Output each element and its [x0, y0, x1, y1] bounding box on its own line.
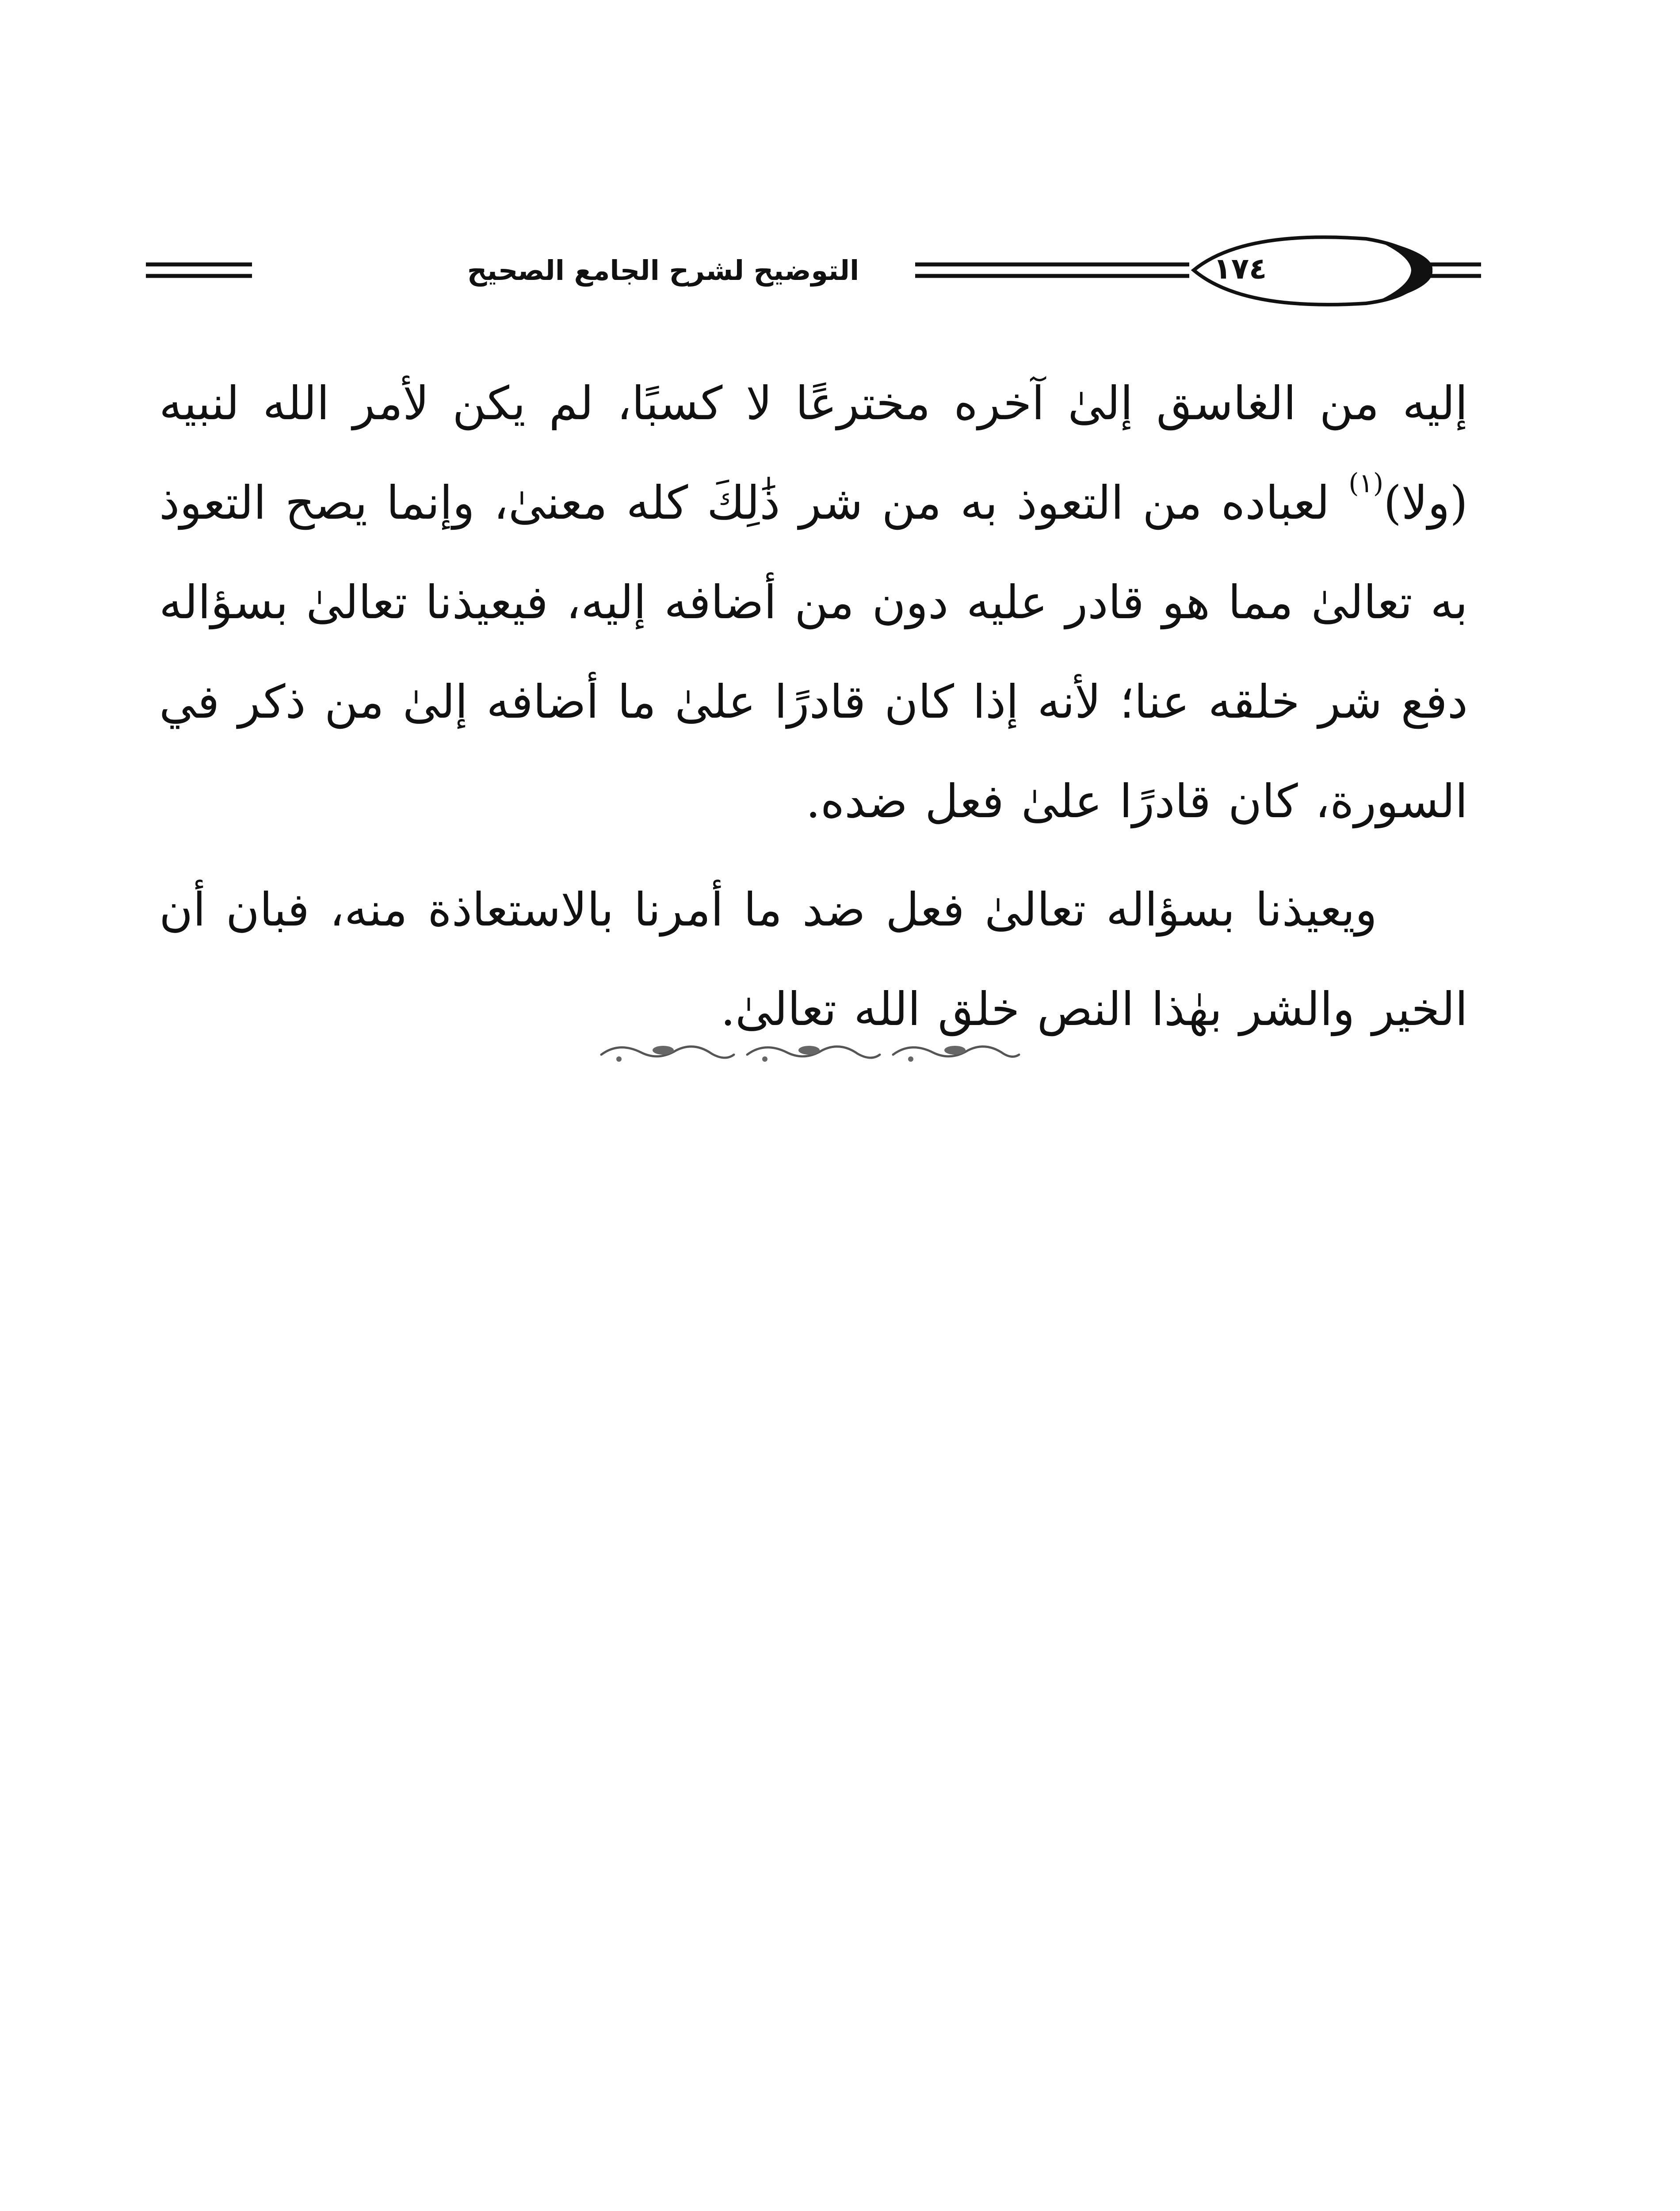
main-text [159, 354, 1468, 1059]
page-number: ١٧٤ [1213, 252, 1267, 286]
section-end-ornament-icon [592, 1037, 1026, 1068]
running-header-title: التوضيح لشرح الجامع الصحيح [411, 249, 915, 293]
paragraph-2: ويعيذنا بسؤاله تعالىٰ فعل ضد ما أمرنا بالاستعاذة منه، فبان أن الخير والشر بهٰذا النص خلق الله تعالىٰ. [159, 883, 1468, 1036]
paragraph-1 [159, 354, 1468, 851]
paragraph-1-text-a: إليه من الغاسق إلىٰ آخره مخترعًا لا كسبًا، لم يكن لأمر الله لنبيه (ولا) [159, 376, 1468, 530]
footnote-reference: (١) [1348, 468, 1384, 499]
paragraph-1-text-b: لعباده من التعوذ به من شر ذَٰلِكَ كله معنىٰ، وإنما يصح التعوذ به تعالىٰ مما هو قادر عليه دون من أضافه إليه، فيعيذنا تعالىٰ بسؤاله دفع شر خلقه عنا؛ لأنه إذا كان قادرًا علىٰ ما أضافه إلىٰ من ذكر في السورة، كان قادرًا علىٰ فعل ضده. [159, 476, 1468, 828]
running-header [146, 230, 1481, 318]
